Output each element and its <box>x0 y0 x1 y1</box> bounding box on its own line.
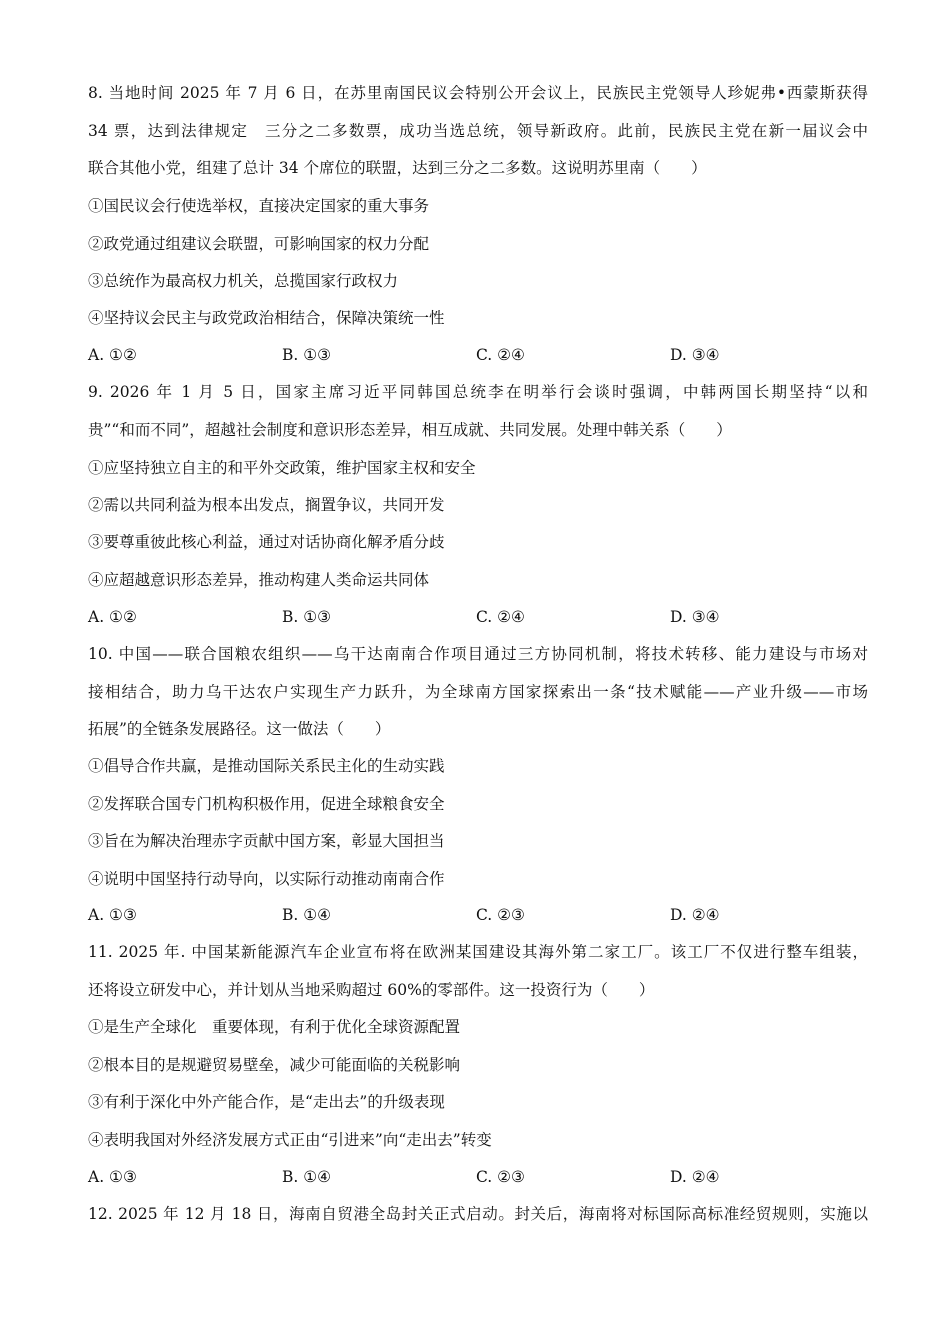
question-9-option-2: ②需以共同利益为根本出发点，搁置争议，共同开发 <box>88 496 445 514</box>
choice-a: A. ①③ <box>88 906 137 924</box>
question-9-option-3: ③要尊重彼此核心利益，通过对话协商化解矛盾分歧 <box>88 533 445 551</box>
question-8-stem-line-3: 联合其他小党，组建了总计 34 个席位的联盟，达到三分之二多数。这说明苏里南（ ） <box>88 159 707 177</box>
choice-b: B. ①④ <box>282 1168 332 1186</box>
choice-c: C. ②④ <box>476 346 525 364</box>
question-10-option-1: ①倡导合作共赢，是推动国际关系民主化的生动实践 <box>88 757 445 775</box>
question-11-option-2: ②根本目的是规避贸易壁垒，减少可能面临的关税影响 <box>88 1056 461 1074</box>
question-8-option-2: ②政党通过组建议会联盟，可影响国家的权力分配 <box>88 235 430 253</box>
choice-a: A. ①② <box>88 346 137 364</box>
choice-b: B. ①④ <box>282 906 332 924</box>
question-10-option-2: ②发挥联合国专门机构积极作用，促进全球粮食安全 <box>88 795 445 813</box>
question-10-choices <box>88 905 868 925</box>
choice-b: B. ①③ <box>282 346 332 364</box>
choice-a: A. ①② <box>88 608 137 626</box>
question-9-stem-line-2: 贵”“和而不同”，超越社会制度和意识形态差异，相互成就、共同发展。处理中韩关系（ ） <box>88 421 732 439</box>
question-10-stem-line-3: 拓展”的全链条发展路径。这一做法（ ） <box>88 720 391 738</box>
question-10-stem-line-1: 10. 中国——联合国粮农组织——乌干达南南合作项目通过三方协同机制，将技术转移、能力建设与市场对 <box>88 645 868 663</box>
question-9-option-1: ①应坚持独立自主的和平外交政策，维护国家主权和安全 <box>88 459 476 477</box>
question-11-choices <box>88 1167 868 1187</box>
question-10-option-4: ④说明中国坚持行动导向，以实际行动推动南南合作 <box>88 870 445 888</box>
question-8-stem-line-1: 8. 当地时间 2025 年 7 月 6 日，在苏里南国民议会特别公开会议上，民族民主党领导人珍妮弗•西蒙斯获得 <box>88 84 868 102</box>
question-8-option-1: ①国民议会行使选举权，直接决定国家的重大事务 <box>88 197 430 215</box>
choice-a: A. ①③ <box>88 1168 137 1186</box>
question-8-stem-line-2: 34 票，达到法律规定 三分之二多数票，成功当选总统，领导新政府。此前，民族民主党在新一届议会中 <box>88 122 868 140</box>
choice-d: D. ③④ <box>670 608 720 626</box>
question-8-option-3: ③总统作为最高权力机关，总揽国家行政权力 <box>88 272 399 290</box>
choice-d: D. ②④ <box>670 906 720 924</box>
question-11-stem-line-2: 还将设立研发中心，并计划从当地采购超过 60%的零部件。这一投资行为（ ） <box>88 981 655 999</box>
choice-b: B. ①③ <box>282 608 332 626</box>
question-10-stem-line-2: 接相结合，助力乌干达农户实现生产力跃升，为全球南方国家探索出一条“技术赋能——产业升级——市场 <box>88 683 868 701</box>
choice-c: C. ②④ <box>476 608 525 626</box>
question-9-stem-line-1: 9. 2026 年 1 月 5 日，国家主席习近平同韩国总统李在明举行会谈时强调，中韩两国长期坚持“以和 <box>88 383 868 401</box>
choice-d: D. ③④ <box>670 346 720 364</box>
question-11-option-3: ③有利于深化中外产能合作，是“走出去”的升级表现 <box>88 1093 445 1111</box>
question-11-stem-line-1: 11. 2025 年. 中国某新能源汽车企业宣布将在欧洲某国建设其海外第二家工厂。该工厂不仅进行整车组装， <box>88 943 868 961</box>
choice-d: D. ②④ <box>670 1168 720 1186</box>
question-10-option-3: ③旨在为解决治理赤字贡献中国方案，彰显大国担当 <box>88 832 445 850</box>
question-11-option-4: ④表明我国对外经济发展方式正由“引进来”向“走出去”转变 <box>88 1131 492 1149</box>
question-11-option-1: ①是生产全球化 重要体现，有利于优化全球资源配置 <box>88 1018 461 1036</box>
question-9-choices <box>88 607 868 627</box>
question-9-option-4: ④应超越意识形态差异，推动构建人类命运共同体 <box>88 571 430 589</box>
choice-c: C. ②③ <box>476 906 525 924</box>
question-12-stem-line-1: 12. 2025 年 12 月 18 日，海南自贸港全岛封关正式启动。封关后，海南将对标国际高标准经贸规则，实施以 <box>88 1205 868 1223</box>
question-8-option-4: ④坚持议会民主与政党政治相结合，保障决策统一性 <box>88 309 445 327</box>
choice-c: C. ②③ <box>476 1168 525 1186</box>
question-8-choices <box>88 345 868 365</box>
